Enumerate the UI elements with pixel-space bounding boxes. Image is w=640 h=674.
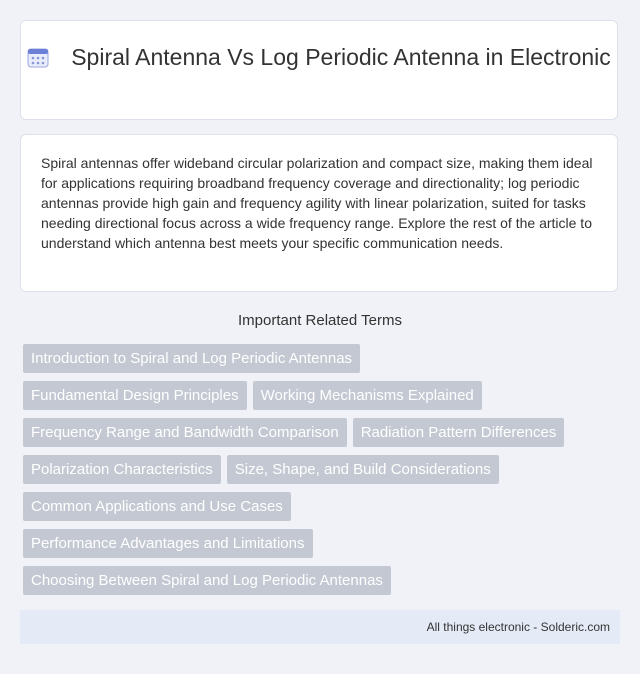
term-chip[interactable]: Radiation Pattern Differences	[353, 418, 565, 447]
term-chip[interactable]: Common Applications and Use Cases	[23, 492, 291, 521]
term-chip[interactable]: Introduction to Spiral and Log Periodic Antennas	[23, 344, 360, 373]
term-chip[interactable]: Fundamental Design Principles	[23, 381, 247, 410]
related-terms-list	[23, 344, 623, 603]
term-chip[interactable]: Frequency Range and Bandwidth Comparison	[23, 418, 347, 447]
intro-text: Spiral antennas offer wideband circular polarization and compact size, making them ideal for applications requiring broadband frequency coverage and directionality; log periodic antennas provide high gain and frequency agility with linear polarization, suited for tasks needing directional focus across a wide frequency range. Explore the rest of the article to understand which antenna best meets your specific communication needs.	[41, 155, 593, 251]
related-terms-heading: Important Related Terms	[238, 312, 402, 329]
term-chip[interactable]: Polarization Characteristics	[23, 455, 221, 484]
term-chip[interactable]: Choosing Between Spiral and Log Periodic Antennas	[23, 566, 391, 595]
footer	[20, 610, 620, 644]
calendar-icon	[27, 46, 49, 68]
term-chip[interactable]: Working Mechanisms Explained	[253, 381, 482, 410]
term-chip[interactable]: Size, Shape, and Build Considerations	[227, 455, 499, 484]
intro-card	[20, 134, 618, 292]
page-title: Spiral Antenna Vs Log Periodic Antenna in Electronic	[71, 44, 611, 70]
footer-text: All things electronic - Solderic.com	[426, 620, 610, 634]
term-chip[interactable]: Performance Advantages and Limitations	[23, 529, 313, 558]
page-title-wrap	[21, 43, 617, 72]
title-card	[20, 20, 618, 120]
